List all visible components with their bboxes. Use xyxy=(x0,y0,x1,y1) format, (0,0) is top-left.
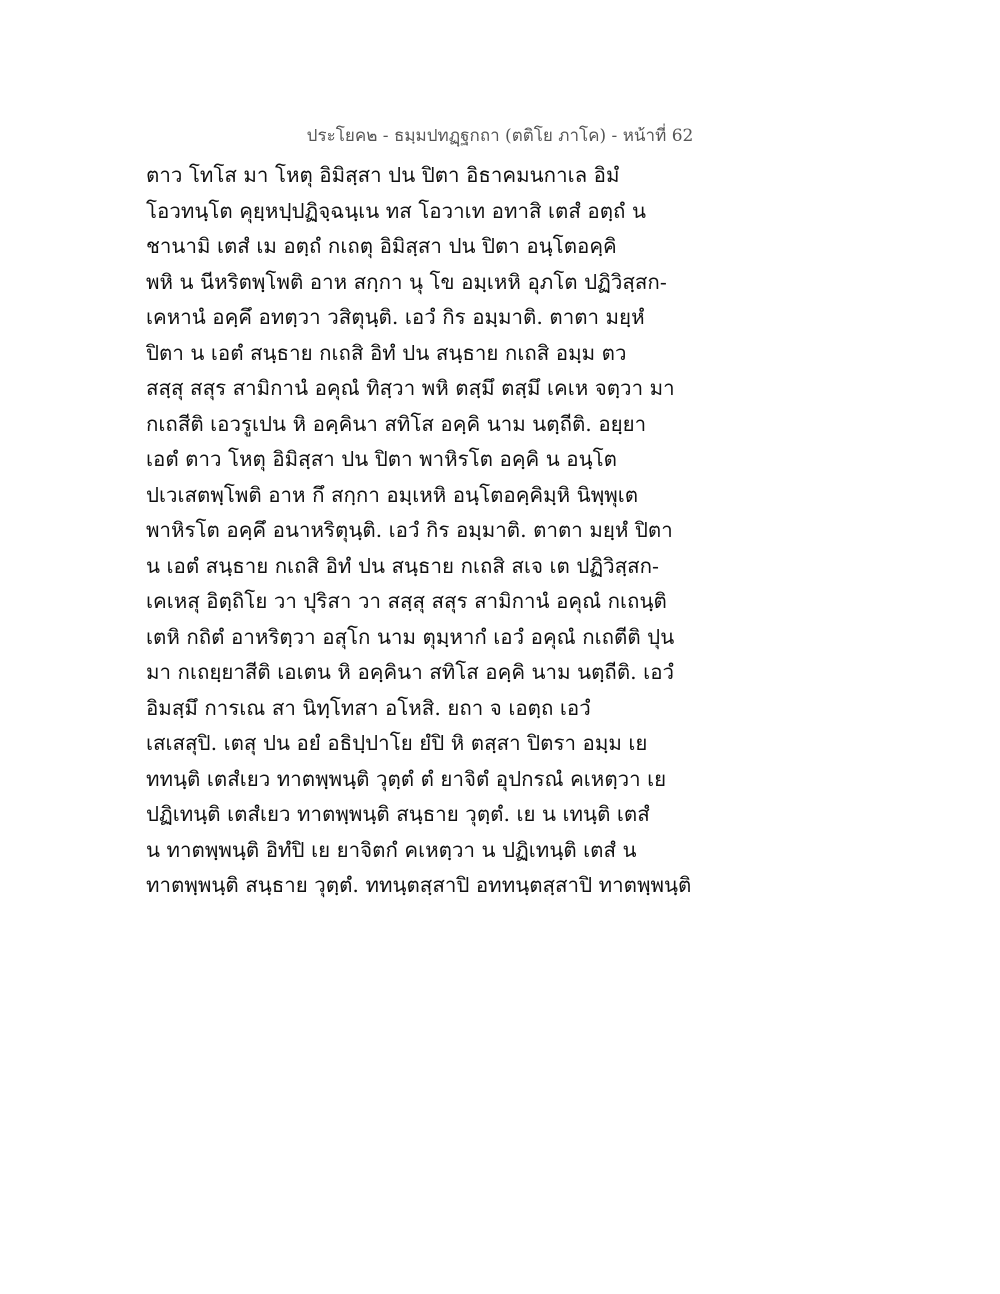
text-line-9: เอตํ ตาว โหตุ อิมิสฺสา ปน ปิตา พาหิรโต อคฺคิ น อนฺโต xyxy=(146,447,617,471)
text-line-13: เคเหสุ อิตฺถิโย วา ปุริสา วา สสฺสุ สสุร สามิกานํ อคุณํ กเถนฺติ xyxy=(146,589,667,613)
page-header xyxy=(0,122,1000,149)
text-line-4: พหิ น นีหริตพฺโพติ อาห สกฺกา นุ โข อมฺเหหิ อุภโต ปฏิวิสฺสก- xyxy=(146,269,667,294)
text-line-21: ทาตพฺพนฺติ สนฺธาย วุตฺตํ. ททนฺตสฺสาปิ อททนฺตสฺสาปิ ทาตพฺพนฺติ xyxy=(146,873,692,897)
text-line-15: มา กเถยฺยาสีติ เอเตน หิ อคฺคินา สทิโส อคฺคิ นาม นตฺถีติ. เอวํ xyxy=(146,660,675,684)
text-line-6: ปิตา น เอตํ สนฺธาย กเถสิ อิทํ ปน สนฺธาย กเถสิ อมฺม ตว xyxy=(146,340,627,365)
text-line-20: น ทาตพฺพนฺติ อิทํปิ เย ยาจิตกํ คเหตฺวา น ปฏิเทนฺติ เตสํ น xyxy=(146,837,637,862)
text-line-10: ปเวเสตพฺโพติ อาห กึ สกฺกา อมฺเหหิ อนฺโตอคฺคิมฺหิ นิพฺพุเต xyxy=(146,482,639,507)
text-line-12: น เอตํ สนฺธาย กเถสิ อิทํ ปน สนฺธาย กเถสิ สเจ เต ปฏิวิสฺสก- xyxy=(146,553,659,578)
text-line-11: พาหิรโต อคฺคึ อนาหริตุนฺติ. เอวํ กิร อมฺมาติ. ตาตา มยฺหํ ปิตา xyxy=(146,518,673,542)
page-header-text: ประโยค๒ - ธมฺมปทฏฺฐกถา (ตติโย ภาโค) - หน้าที่ 62 xyxy=(306,126,694,146)
body-text xyxy=(146,158,706,904)
text-line-1: ตาว โทโส มา โหตุ อิมิสฺสา ปน ปิตา อิธาคมนกาเล อิมํ xyxy=(146,163,620,187)
text-line-18: ททนฺติ เตสํเยว ทาตพฺพนฺติ วุตฺตํ ตํ ยาจิตํ อุปกรณํ คเหตฺวา เย xyxy=(146,766,667,791)
text-line-8: กเถสีติ เอวรูเปน หิ อคฺคินา สทิโส อคฺคิ นาม นตฺถีติ. อยฺยา xyxy=(146,411,647,436)
text-line-16: อิมสฺมึ การเณ สา นิทฺโทสา อโหสิ. ยถา จ เอตฺถ เอวํ xyxy=(146,695,591,720)
text-line-3: ชานามิ เตสํ เม อตฺถํ กเถตุ อิมิสฺสา ปน ปิตา อนฺโตอคฺคิ xyxy=(146,234,617,258)
text-line-2: โอวทนฺโต คุยฺหปฺปฏิจฺฉนฺเน ทส โอวาเท อทาสิ เตสํ อตฺถํ น xyxy=(146,198,646,223)
text-line-7: สสฺสุ สสุร สามิกานํ อคุณํ ทิสฺวา พหิ ตสฺมึ ตสฺมึ เคเห จตฺวา มา xyxy=(146,376,675,400)
text-line-19: ปฏิเทนฺติ เตสํเยว ทาตพฺพนฺติ สนฺธาย วุตฺตํ. เย น เทนฺติ เตสํ xyxy=(146,802,650,826)
text-line-17: เสเสสุปิ. เตสุ ปน อยํ อธิปฺปาโย ยํปิ หิ ตสฺสา ปิตรา อมฺม เย xyxy=(146,731,648,755)
text-line-5: เคหานํ อคฺคึ อทตฺวา วสิตุนฺติ. เอวํ กิร อมฺมาติ. ตาตา มยฺหํ xyxy=(146,305,645,329)
text-line-14: เตหิ กถิตํ อาหริตฺวา อสุโก นาม ตุมฺหากํ เอวํ อคุณํ กเถตีติ ปุน xyxy=(146,624,675,649)
